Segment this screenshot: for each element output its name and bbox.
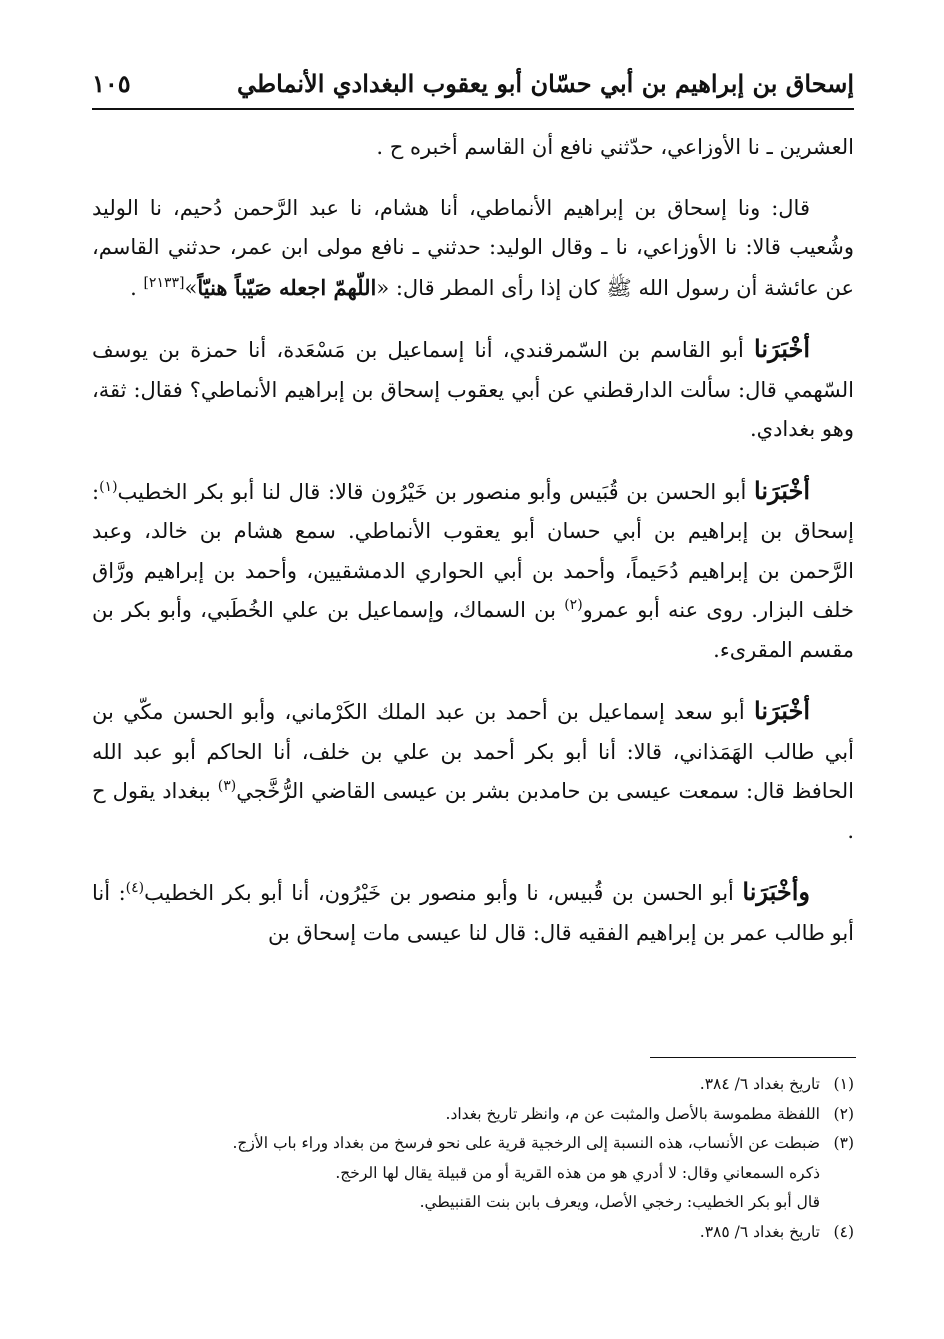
paragraph-3-text: أبو القاسم بن السّمرقندي، أنا إسماعيل بن مَسْعَدة، أنا حمزة بن يوسف السّهمي قال: سألت الدارقطني عن أبي يعقوب إسحاق بن إبراهيم الأنماطي؟ فقال: ثقة، وهو بغدادي. [92, 338, 854, 441]
paragraph-6 [92, 872, 854, 953]
footnote-1 [120, 1070, 854, 1100]
paragraph-5 [92, 691, 854, 851]
footnote-marker-3[interactable]: (٣) [217, 778, 237, 794]
footnote-rule [650, 1057, 856, 1058]
footnotes [120, 1070, 854, 1247]
footnote-4 [120, 1218, 854, 1248]
footnote-text: اللفظة مطموسة بالأصل والمثبت عن م، وانظر تاريخ بغداد. [445, 1104, 820, 1123]
hadith-quote: اللّهمّ اجعله صَيّباً هنيّاً [197, 274, 377, 300]
footnote-number: (٢) [833, 1104, 854, 1123]
paragraph-2-text: قال: ونا إسحاق بن إبراهيم الأنماطي، أنا هشام، نا عبد الرَّحمن دُحيم، نا الوليد وشُعيب قالا: نا الأوزاعي، نا ـ وقال الوليد: حدثني ـ نافع مولى ابن عمر، حدثني القاسم، عن عائشة أن رسول الله ﷺ كان إذا رأى المطر قال: « [92, 195, 854, 300]
keyword-wa-akhbarana: وأخْبَرَنا [742, 877, 810, 906]
footnote-marker-1[interactable]: (١) [99, 478, 118, 495]
paragraph-5-text-2: ببغداد يقول ح . [92, 779, 854, 843]
paragraph-6-text-2: : أنا أبو طالب عمر بن إبراهيم الفقيه قال: قال لنا عيسى مات إسحاق بن [92, 881, 854, 945]
header-rule [92, 108, 854, 110]
paragraph-4-text-2: : إسحاق بن إبراهيم بن أبي حسان أبو يعقوب الأنماطي. سمع هشام بن خالد، وعبد الرَّحمن بن إبراهيم دُحَيماً، وأحمد بن أبي الحواري الدمشقيين، وأحمد بن إبراهيم ورَّاق خلف البزار. روى عنه أبو عمرو [92, 479, 854, 622]
page-number: ١٠٥ [92, 68, 131, 98]
footnote-3 [120, 1129, 854, 1159]
paragraph-4-text-1: أبو الحسن بن قُبَيس وأبو منصور بن خَيْرُون قالا: قال لنا أبو بكر الخطيب [117, 479, 747, 504]
footnote-number: (٤) [833, 1222, 854, 1241]
running-title: إسحاق بن إبراهيم بن أبي حسّان أبو يعقوب البغدادي الأنماطي [237, 68, 854, 98]
footnote-text: تاريخ بغداد ٦/ ٣٨٤. [699, 1075, 820, 1093]
paragraph-1 [92, 128, 854, 168]
paragraph-4-text-3: بن السماك، وإسماعيل بن علي الخُطَبي، وأبو بكر بن مقسم المقرىء. [92, 598, 854, 662]
footnote-3-line-3: قال أبو بكر الخطيب: رخجي الأصل، ويعرف بابن بنت القنبيطي. [419, 1193, 820, 1211]
footnote-3-line-2: ذكره السمعاني وقال: لا أدري هو من هذه القرية أو من قبيلة يقال لها الرخج. [335, 1163, 820, 1182]
paragraph-2 [92, 189, 854, 309]
keyword-akhbarana: أخْبَرَنا [754, 696, 810, 725]
main-text [92, 128, 854, 974]
footnote-text: ضبطت عن الأنساب، هذه النسبة إلى الرخجية قرية على نحو فرسخ من بغداد وراء باب الأزج. [232, 1134, 820, 1152]
paragraph-6-text-1: أبو الحسن بن قُبيس، نا وأبو منصور بن خَيْرُون، أنا أبو بكر الخطيب [144, 881, 734, 905]
footnote-text: تاريخ بغداد ٦/ ٣٨٥. [699, 1222, 820, 1241]
quote-close: » [184, 275, 198, 300]
paragraph-3 [92, 329, 854, 450]
hadith-ref: [٢١٣٣] [143, 274, 185, 291]
footnote-marker-4[interactable]: (٤) [125, 880, 145, 896]
paragraph-1-text: العشرين ـ نا الأوزاعي، حدّثني نافع أن القاسم أخبره ح . [376, 135, 854, 159]
paragraph-2-end: . [130, 275, 137, 300]
footnote-2 [120, 1100, 854, 1130]
paragraph-5-text-1: أبو سعد إسماعيل بن أحمد بن عبد الملك الكَرْماني، وأبو الحسن مكّي بن أبي طالب الهَمَذاني، قالا: أنا أبو بكر أحمد بن علي بن خلف، أنا الحاكم أبو عبد الله الحافظ قال: سمعت عيسى بن حامدبن بشر بن عيسى القاضي الرُّخَّجي [92, 700, 854, 803]
footnote-number: (٣) [833, 1134, 854, 1152]
footnote-marker-2[interactable]: (٢) [564, 597, 583, 613]
page-header [92, 58, 854, 108]
footnote-number: (١) [833, 1075, 854, 1093]
keyword-akhbarana: أخْبَرَنا [754, 334, 810, 363]
keyword-akhbarana: أخْبَرَنا [754, 475, 810, 505]
paragraph-4 [92, 471, 854, 671]
